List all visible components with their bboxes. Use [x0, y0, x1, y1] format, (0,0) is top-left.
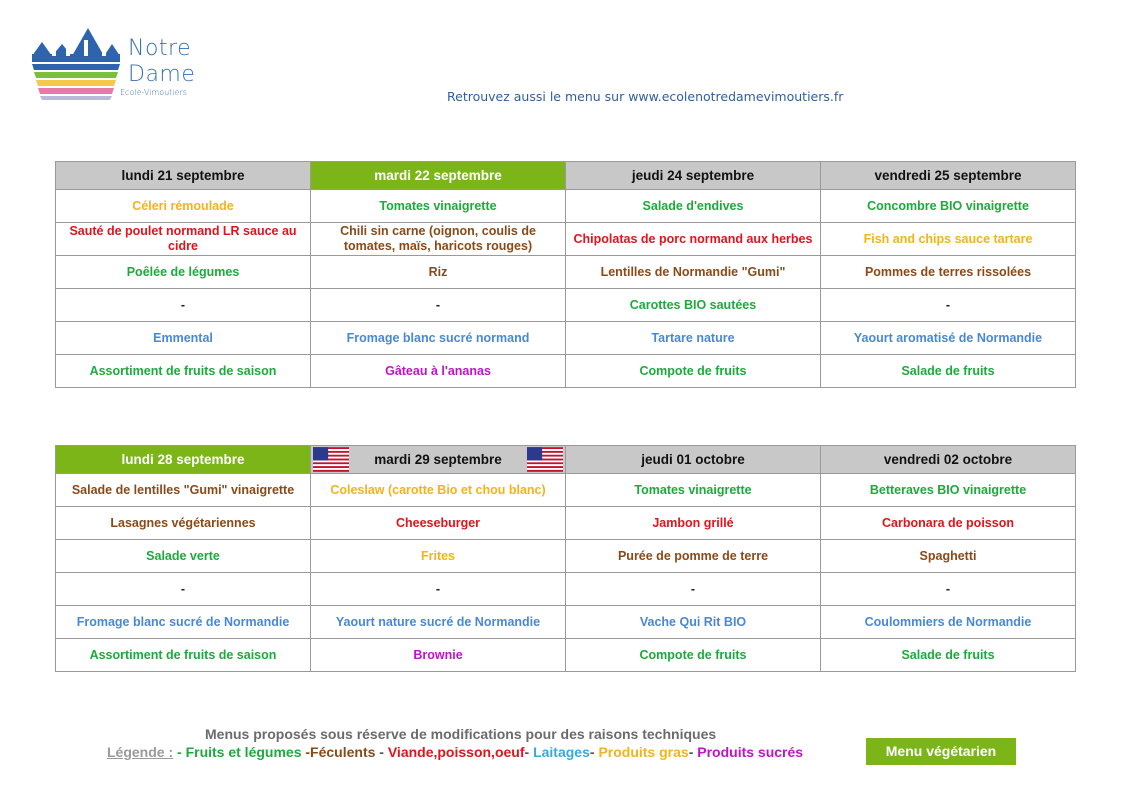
- day-label: mardi 22 septembre: [374, 168, 502, 183]
- menu-item: Riz: [311, 256, 566, 289]
- logo-title-line2: Dame: [128, 62, 196, 87]
- menu-item: Salade de fruits: [821, 639, 1076, 672]
- menu-item: -: [821, 573, 1076, 606]
- menu-item: Vache Qui Rit BIO: [566, 606, 821, 639]
- menu-item: Compote de fruits: [566, 355, 821, 388]
- legend-item: - Fruits et légumes: [173, 744, 302, 760]
- menu-item: Tomates vinaigrette: [311, 190, 566, 223]
- legend-item: Produits gras: [598, 744, 689, 760]
- menu-item: -: [56, 289, 311, 322]
- menu-item: -: [311, 289, 566, 322]
- menu-item: Coleslaw (carotte Bio et chou blanc): [311, 474, 566, 507]
- logo-subtitle: Ecole-Vimoutiers: [120, 88, 187, 97]
- menu-item: Frites: [311, 540, 566, 573]
- menu-table-week-2: [55, 445, 1076, 672]
- legend-item: -Féculents: [301, 744, 376, 760]
- menu-body: [56, 190, 1076, 388]
- day-label: mardi 29 septembre: [374, 452, 502, 467]
- menu-item: Salade de lentilles "Gumi" vinaigrette: [56, 474, 311, 507]
- menu-item: Coulommiers de Normandie: [821, 606, 1076, 639]
- menu-item: -: [56, 573, 311, 606]
- day-header: [821, 162, 1076, 190]
- menu-disclaimer: Menus proposés sous réserve de modifications pour des raisons techniques: [205, 726, 717, 742]
- day-header: [566, 446, 821, 474]
- menu-item: Betteraves BIO vinaigrette: [821, 474, 1076, 507]
- menu-course-row: [56, 190, 1076, 223]
- menu-item: Fromage blanc sucré de Normandie: [56, 606, 311, 639]
- menu-item: -: [311, 573, 566, 606]
- menu-item: Lentilles de Normandie "Gumi": [566, 256, 821, 289]
- day-label: vendredi 02 octobre: [883, 452, 1013, 467]
- website-link-text[interactable]: Retrouvez aussi le menu sur www.ecolenotredamevimoutiers.fr: [447, 89, 844, 104]
- color-legend: [107, 744, 803, 760]
- menu-item: Yaourt aromatisé de Normandie: [821, 322, 1076, 355]
- legend-item: Produits sucrés: [697, 744, 804, 760]
- menu-course-row: [56, 606, 1076, 639]
- menu-course-row: [56, 256, 1076, 289]
- menu-item: Sauté de poulet normand LR sauce au cidre: [56, 223, 311, 256]
- menu-item: Salade d'endives: [566, 190, 821, 223]
- menu-item: Concombre BIO vinaigrette: [821, 190, 1076, 223]
- menu-course-row: [56, 507, 1076, 540]
- day-label: lundi 28 septembre: [121, 452, 245, 467]
- us-flag-icon: [527, 447, 563, 472]
- menu-item: Cheeseburger: [311, 507, 566, 540]
- menu-item: Salade verte: [56, 540, 311, 573]
- day-header: [821, 446, 1076, 474]
- menu-item: Assortiment de fruits de saison: [56, 639, 311, 672]
- menu-item: Fromage blanc sucré normand: [311, 322, 566, 355]
- menu-item: Emmental: [56, 322, 311, 355]
- menu-course-row: [56, 639, 1076, 672]
- legend-item: -: [375, 744, 388, 760]
- menu-item: Fish and chips sauce tartare: [821, 223, 1076, 256]
- menu-item: Lasagnes végétariennes: [56, 507, 311, 540]
- school-building-icon: [30, 26, 126, 106]
- menu-course-row: [56, 540, 1076, 573]
- menu-item: -: [566, 573, 821, 606]
- legend-item: -: [688, 744, 698, 760]
- menu-item: Céleri rémoulade: [56, 190, 311, 223]
- day-label: jeudi 24 septembre: [631, 168, 755, 183]
- menu-item: Brownie: [311, 639, 566, 672]
- menu-course-row: [56, 355, 1076, 388]
- legend-item: Viande,poisson,oeuf: [387, 744, 525, 760]
- us-flag-icon: [313, 447, 349, 472]
- menu-item: Jambon grillé: [566, 507, 821, 540]
- menu-item: -: [821, 289, 1076, 322]
- day-header: [56, 446, 311, 474]
- menu-item: Spaghetti: [821, 540, 1076, 573]
- legend-item: -: [524, 744, 534, 760]
- day-header: [311, 162, 566, 190]
- day-header-row: [56, 162, 1076, 190]
- day-header: [311, 446, 566, 474]
- day-header-row: [56, 446, 1076, 474]
- legend-label: Légende :: [107, 744, 174, 760]
- menu-course-row: [56, 289, 1076, 322]
- menu-body: [56, 474, 1076, 672]
- day-label: lundi 21 septembre: [121, 168, 245, 183]
- day-header: [566, 162, 821, 190]
- menu-item: Tomates vinaigrette: [566, 474, 821, 507]
- legend-item: -: [589, 744, 599, 760]
- menu-item: Yaourt nature sucré de Normandie: [311, 606, 566, 639]
- vegetarian-menu-legend: Menu végétarien: [866, 738, 1016, 765]
- menu-item: Gâteau à l'ananas: [311, 355, 566, 388]
- menu-item: Salade de fruits: [821, 355, 1076, 388]
- menu-item: Pommes de terres rissolées: [821, 256, 1076, 289]
- menu-course-row: [56, 322, 1076, 355]
- day-header: [56, 162, 311, 190]
- menu-course-row: [56, 474, 1076, 507]
- menu-item: Tartare nature: [566, 322, 821, 355]
- menu-item: Compote de fruits: [566, 639, 821, 672]
- legend-item: Laitages: [533, 744, 590, 760]
- day-label: jeudi 01 octobre: [641, 452, 745, 467]
- day-label: vendredi 25 septembre: [874, 168, 1022, 183]
- menu-course-row: [56, 223, 1076, 256]
- school-logo: [30, 26, 200, 106]
- menu-item: Chili sin carne (oignon, coulis de tomates, maïs, haricots rouges): [311, 223, 566, 256]
- menu-item: Carbonara de poisson: [821, 507, 1076, 540]
- menu-table-week-1: [55, 161, 1076, 388]
- menu-item: Chipolatas de porc normand aux herbes: [566, 223, 821, 256]
- menu-item: Carottes BIO sautées: [566, 289, 821, 322]
- menu-item: Poêlée de légumes: [56, 256, 311, 289]
- menu-item: Purée de pomme de terre: [566, 540, 821, 573]
- menu-course-row: [56, 573, 1076, 606]
- menu-item: Assortiment de fruits de saison: [56, 355, 311, 388]
- logo-title-line1: Notre: [128, 36, 192, 61]
